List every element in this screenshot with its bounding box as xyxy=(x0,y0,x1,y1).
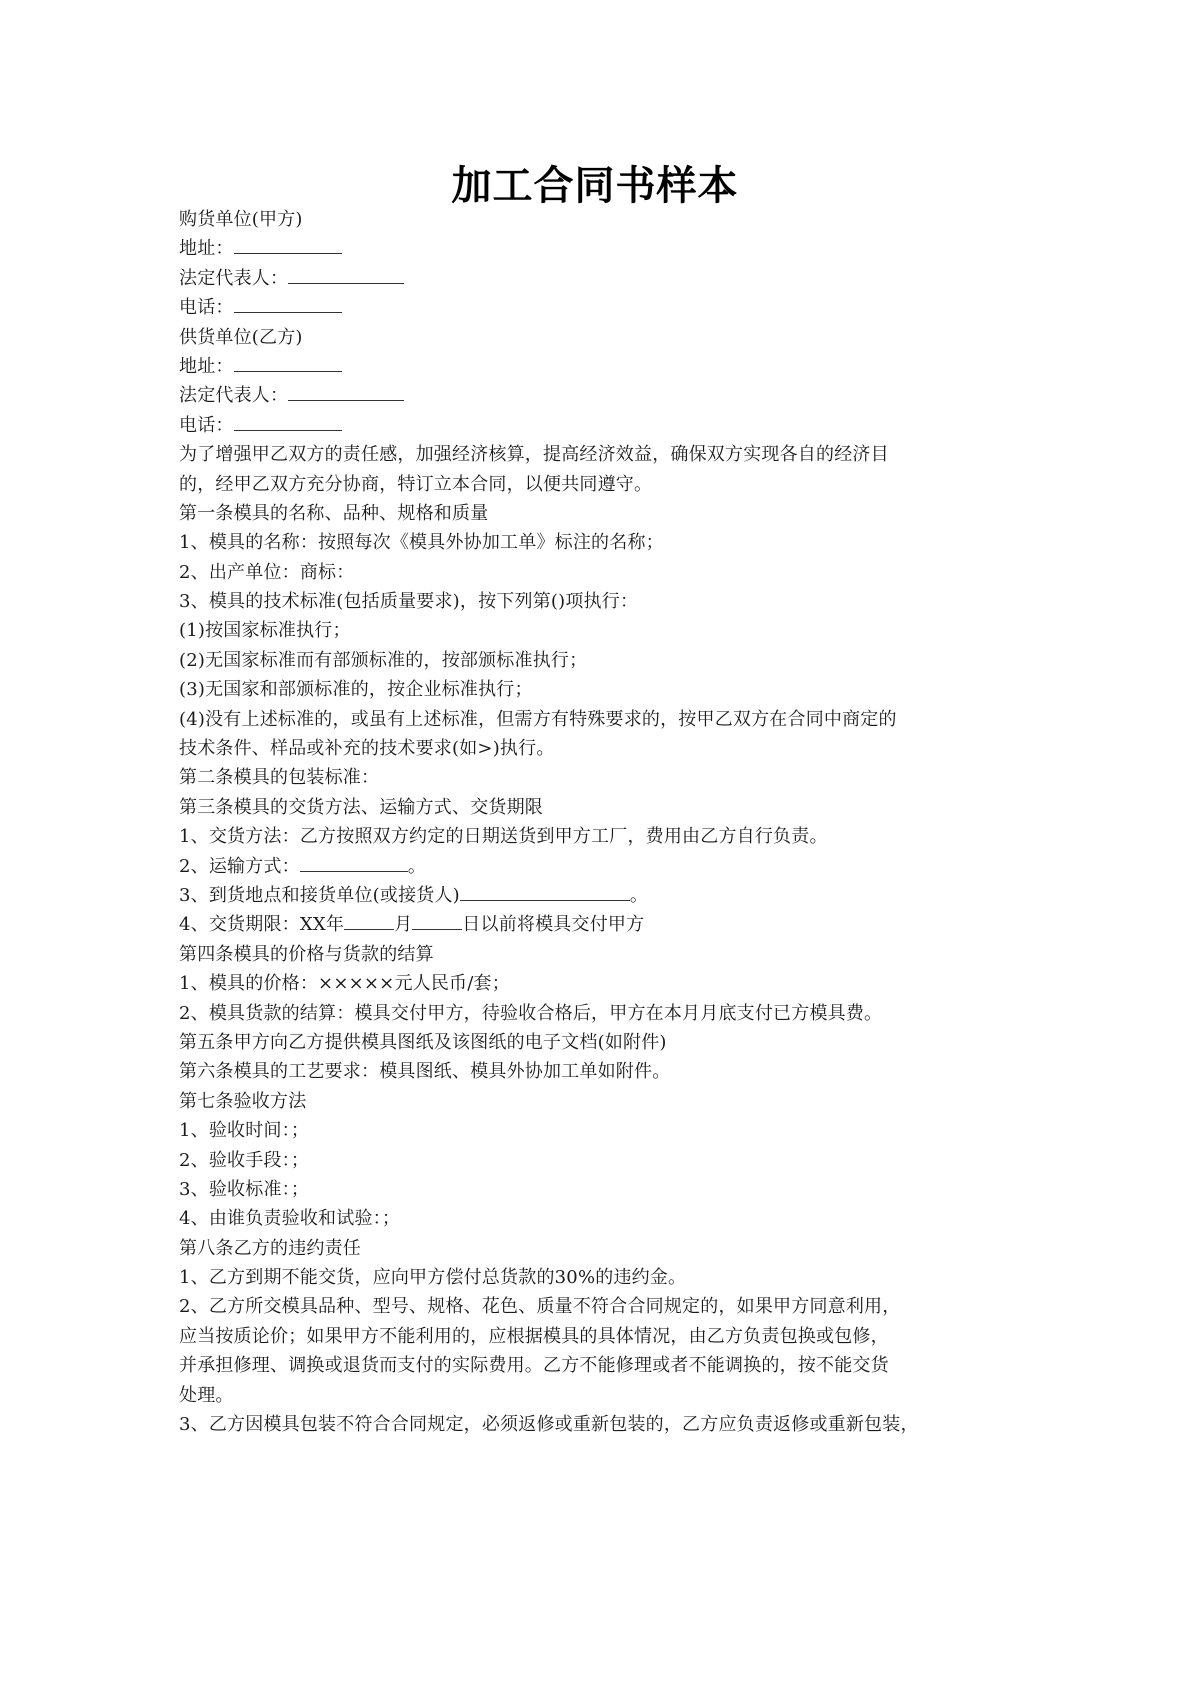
document-line xyxy=(179,1410,1029,1439)
line-text: 2、乙方所交模具品种、型号、规格、花色、质量不符合合同规定的，如果甲方同意利用， xyxy=(179,1296,901,1318)
line-text: 1、交货方法：乙方按照双方约定的日期送货到甲方工厂，费用由乙方自行负责。 xyxy=(179,826,828,848)
document-line xyxy=(179,705,1029,734)
document-line xyxy=(179,852,1029,881)
document-line xyxy=(179,999,1029,1028)
line-text: 地址： xyxy=(179,238,234,260)
line-text: (2)无国家标准而有部颁标准的，按部颁标准执行； xyxy=(179,649,588,671)
fill-in-blank xyxy=(234,236,342,254)
document-line xyxy=(179,1057,1029,1086)
line-text: 2、运输方式： xyxy=(179,855,300,877)
document-title: 加工合同书样本 xyxy=(451,163,739,209)
document-line xyxy=(179,352,1029,381)
document-line xyxy=(179,1322,1029,1351)
line-text: 1、模具的价格：×××××元人民币/套； xyxy=(179,973,510,995)
line-text: 第五条甲方向乙方提供模具图纸及该图纸的电子文档(如附件) xyxy=(179,1031,667,1053)
document-line xyxy=(179,528,1029,557)
line-text: 法定代表人： xyxy=(179,385,289,407)
fill-in-blank xyxy=(234,413,342,431)
line-text-after: 。 xyxy=(629,884,649,906)
document-line xyxy=(179,1263,1029,1292)
document-line xyxy=(179,293,1029,322)
document-line xyxy=(179,234,1029,263)
document-line xyxy=(179,822,1029,851)
line-text: (3)无国家和部颁标准的，按企业标准执行； xyxy=(179,679,533,701)
fill-in-blank xyxy=(300,854,408,872)
line-text: 并承担修理、调换或退货而支付的实际费用。乙方不能修理或者不能调换的，按不能交货 xyxy=(179,1355,889,1377)
line-text: (1)按国家标准执行； xyxy=(179,620,351,642)
document-line xyxy=(179,440,1029,469)
document-line xyxy=(179,499,1029,528)
line-text: 4、交货期限：XX年 xyxy=(179,914,345,936)
fill-in-blank xyxy=(288,266,404,284)
document-line xyxy=(179,646,1029,675)
line-text: 电话： xyxy=(179,414,234,436)
line-text: (4)没有上述标准的，或虽有上述标准，但需方有特殊要求的，按甲乙双方在合同中商定的 xyxy=(179,708,897,730)
document-body xyxy=(179,205,1029,1439)
line-text: 第三条模具的交货方法、运输方式、交货期限 xyxy=(179,796,543,818)
line-text: 3、乙方因模具包装不符合合同规定，必须返修或重新包装的，乙方应负责返修或重新包装， xyxy=(179,1414,919,1436)
document-line xyxy=(179,1234,1029,1263)
document-line xyxy=(179,734,1029,763)
fill-in-blank xyxy=(412,912,462,930)
document-line xyxy=(179,1028,1029,1057)
line-text: 技术条件、样品或补充的技术要求(如>)执行。 xyxy=(179,738,555,760)
document-line xyxy=(179,793,1029,822)
document-line xyxy=(179,1351,1029,1380)
document-line xyxy=(179,470,1029,499)
line-text: 3、验收标准：； xyxy=(179,1178,310,1200)
line-text: 2、模具货款的结算：模具交付甲方，待验收合格后，甲方在本月月底支付已方模具费。 xyxy=(179,1002,883,1024)
document-line xyxy=(179,1204,1029,1233)
line-text: 3、模具的技术标准(包括质量要求)，按下列第()项执行： xyxy=(179,591,639,613)
line-text: 地址： xyxy=(179,355,234,377)
line-text: 购货单位(甲方) xyxy=(179,209,303,230)
line-text: 1、乙方到期不能交货，应向甲方偿付总货款的30%的违约金。 xyxy=(179,1267,687,1289)
line-text: 第六条模具的工艺要求：模具图纸、模具外协加工单如附件。 xyxy=(179,1061,671,1083)
document-line xyxy=(179,558,1029,587)
document-line xyxy=(179,969,1029,998)
line-text: 2、验收手段：； xyxy=(179,1149,310,1171)
line-text: 第二条模具的包装标准： xyxy=(179,767,380,789)
document-line xyxy=(179,881,1029,910)
document-line xyxy=(179,763,1029,792)
document-line xyxy=(179,587,1029,616)
line-text: 第一条模具的名称、品种、规格和质量 xyxy=(179,502,489,524)
line-text: 2、出产单位：商标： xyxy=(179,561,355,583)
fill-in-blank xyxy=(288,383,404,401)
line-text: 处理。 xyxy=(179,1384,234,1406)
fill-in-blank xyxy=(344,912,394,930)
line-text: 4、由谁负责验收和试验：； xyxy=(179,1208,401,1230)
line-text-mid: 月 xyxy=(394,914,413,936)
line-text: 电话： xyxy=(179,297,234,319)
document-line xyxy=(179,1146,1029,1175)
document-line xyxy=(179,616,1029,645)
line-text-after: 日以前将模具交付甲方 xyxy=(462,914,645,936)
document-line xyxy=(179,1116,1029,1145)
line-text: 1、验收时间：； xyxy=(179,1120,310,1142)
document-line xyxy=(179,910,1029,939)
document-line xyxy=(179,1381,1029,1410)
document-line xyxy=(179,940,1029,969)
fill-in-blank xyxy=(234,354,342,372)
line-text: 3、到货地点和接货单位(或接货人) xyxy=(179,884,460,906)
line-text: 为了增强甲乙双方的责任感，加强经济核算，提高经济效益，确保双方实现各自的经济目 xyxy=(179,444,889,466)
line-text: 第四条模具的价格与货款的结算 xyxy=(179,943,434,965)
line-text: 第八条乙方的违约责任 xyxy=(179,1237,361,1259)
line-text: 的，经甲乙双方充分协商，特订立本合同，以便共同遵守。 xyxy=(179,473,653,495)
document-line xyxy=(179,1292,1029,1321)
document-line xyxy=(179,1175,1029,1204)
line-text: 1、模具的名称：按照每次《模具外协加工单》标注的名称； xyxy=(179,532,664,554)
document-line xyxy=(179,1087,1029,1116)
document-line xyxy=(179,381,1029,410)
line-text-after: 。 xyxy=(407,855,427,877)
line-text: 法定代表人： xyxy=(179,267,289,289)
document-line xyxy=(179,675,1029,704)
fill-in-blank xyxy=(460,883,630,901)
line-text: 应当按质论价；如果甲方不能利用的，应根据模具的具体情况，由乙方负责包换或包修， xyxy=(179,1325,889,1347)
fill-in-blank xyxy=(234,295,342,313)
document-line xyxy=(179,323,1029,352)
document-line xyxy=(179,205,1029,234)
line-text: 第七条验收方法 xyxy=(179,1090,307,1112)
line-text: 供货单位(乙方) xyxy=(179,326,303,348)
document-line xyxy=(179,411,1029,440)
document-line xyxy=(179,264,1029,293)
